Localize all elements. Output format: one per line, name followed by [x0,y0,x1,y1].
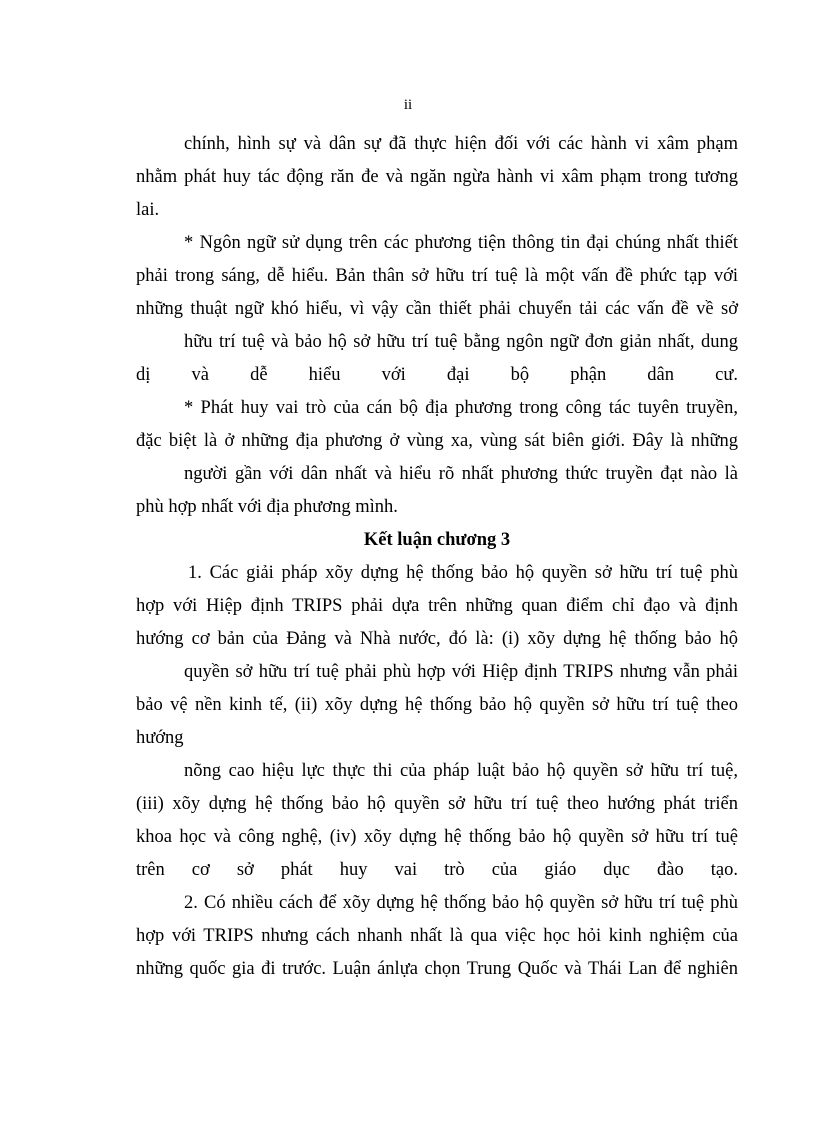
body-text-line: phải trong sáng, dễ hiểu. Bản thân sở hữu trí tuệ là một vấn đề phức tạp với [136,266,738,286]
body-text-line: * Ngôn ngữ sử dụng trên các phương tiện thông tin đại chúng nhất thiết [184,233,738,253]
body-text-line: nõng cao hiệu lực thực thi của pháp luật bảo hộ quyền sở hữu trí tuệ, [184,761,738,781]
body-text-line: chính, hình sự và dân sự đã thực hiện đối với các hành vi xâm phạm [184,134,738,154]
body-text-line: đặc biệt là ở những địa phương ở vùng xa, vùng sát biên giới. Đây là những [136,431,738,451]
body-text-line: hướng cơ bản của Đảng và Nhà nước, đó là: (i) xõy dựng hệ thống bảo hộ [136,629,738,649]
body-text-line: quyền sở hữu trí tuệ phải phù hợp với Hiệp định TRIPS nhưng vẫn phải [184,662,738,682]
body-text-line: bảo vệ nền kinh tế, (ii) xõy dựng hệ thống bảo hộ quyền sở hữu trí tuệ theo [136,695,738,715]
page-number: ii [403,97,413,113]
body-text-line: những quốc gia đi trước. Luận ánlựa chọn Trung Quốc và Thái Lan để nghiên [136,959,738,979]
body-text-line: 1. Các giải pháp xõy dựng hệ thống bảo hộ quyền sở hữu trí tuệ phù [188,563,738,583]
body-text-line: phù hợp nhất với địa phương mình. [136,497,398,517]
chapter-conclusion-heading: Kết luận chương 3 [363,530,511,550]
body-text-line: người gần với dân nhất và hiểu rõ nhất phương thức truyền đạt nào là [184,464,738,484]
body-text-line: hợp với TRIPS nhưng cách nhanh nhất là qua việc học hỏi kinh nghiệm của [136,926,738,946]
body-text-line: khoa học và công nghệ, (iv) xõy dựng hệ thống bảo hộ quyền sở hữu trí tuệ [136,827,738,847]
body-text-line: hợp với Hiệp định TRIPS phải dựa trên những quan điểm chỉ đạo và định [136,596,738,616]
body-text-line: trên cơ sở phát huy vai trò của giáo dục đào tạo. [136,860,738,880]
body-text-line: lai. [136,200,160,220]
body-text-line: * Phát huy vai trò của cán bộ địa phương trong công tác tuyên truyền, [184,398,738,418]
body-text-line: (iii) xõy dựng hệ thống bảo hộ quyền sở hữu trí tuệ theo hướng phát triển [136,794,738,814]
body-text-line: nhằm phát huy tác động răn đe và ngăn ngừa hành vi xâm phạm trong tương [136,167,738,187]
body-text-line: 2. Có nhiều cách để xõy dựng hệ thống bảo hộ quyền sở hữu trí tuệ phù [184,893,738,913]
body-text-line: hướng [136,728,184,748]
body-text-line: hữu trí tuệ và bảo hộ sở hữu trí tuệ bằng ngôn ngữ đơn giản nhất, dung [184,332,738,352]
body-text-line: dị và dễ hiểu với đại bộ phận dân cư. [136,365,738,385]
body-text-line: những thuật ngữ khó hiểu, vì vậy cần thiết phải chuyển tải các vấn đề về sở [136,299,738,319]
